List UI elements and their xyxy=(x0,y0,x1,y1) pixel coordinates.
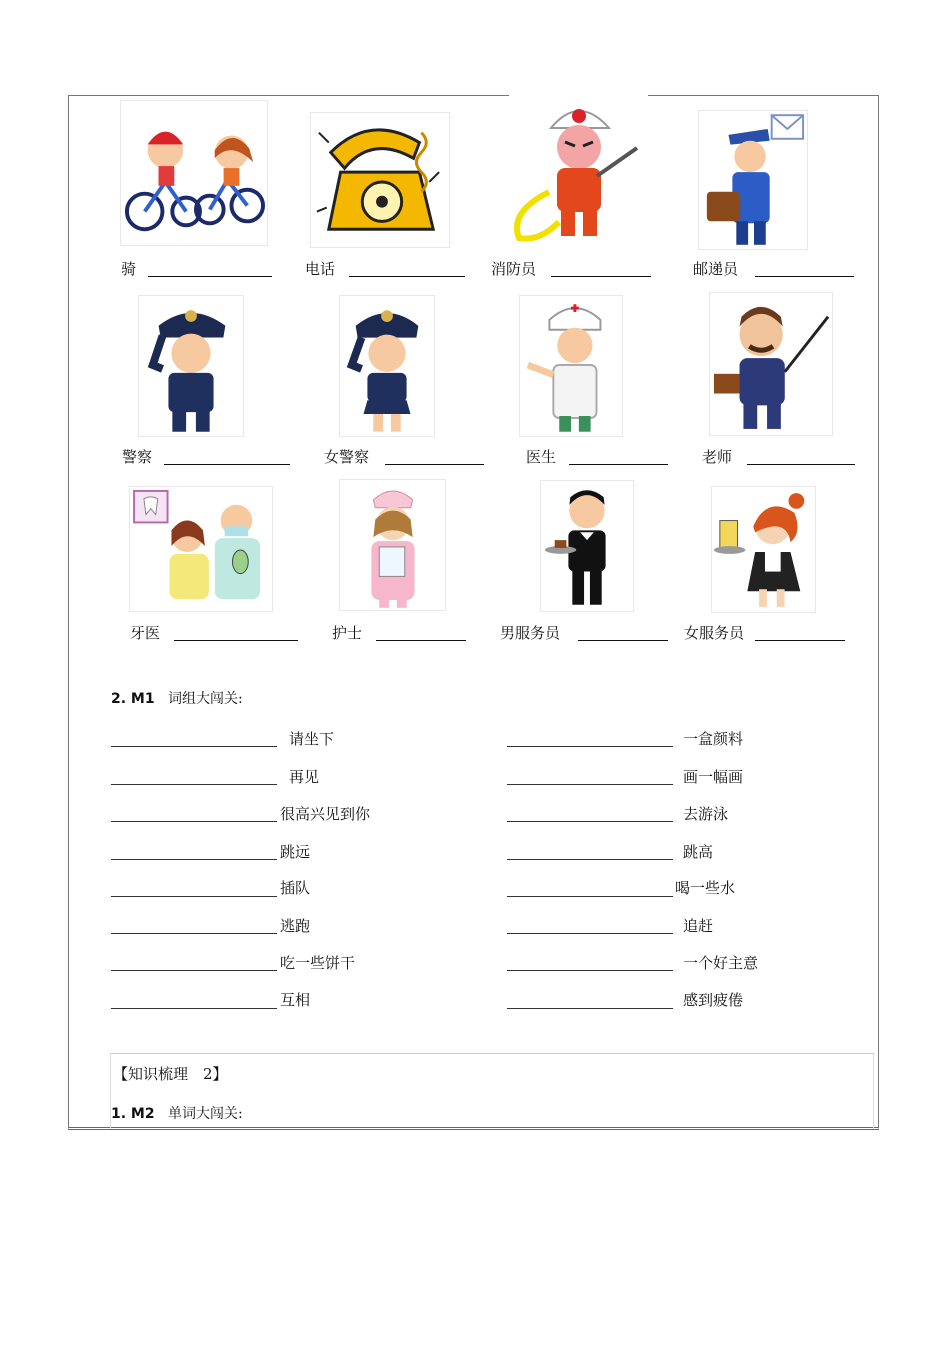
answer-blank[interactable] xyxy=(376,640,466,641)
waitress-picture xyxy=(711,486,816,613)
phrase-blank[interactable] xyxy=(111,896,277,897)
answer-blank[interactable] xyxy=(349,276,465,277)
answer-blank[interactable] xyxy=(551,276,651,277)
phrase-blank[interactable] xyxy=(507,821,673,822)
phrase-text: 画一幅画 xyxy=(683,768,744,786)
phrase-text: 一个好主意 xyxy=(683,954,759,972)
dentist-picture xyxy=(129,486,273,612)
answer-blank[interactable] xyxy=(174,640,298,641)
vocab-label-ride: 骑 xyxy=(121,260,137,278)
doctor-picture xyxy=(519,295,623,437)
knowledge-heading: 【知识梳理 2】 xyxy=(113,1065,228,1083)
section-title: 词组大闯关: xyxy=(167,691,243,707)
phrase-blank[interactable] xyxy=(111,933,277,934)
phrase-text: 再见 xyxy=(289,768,320,786)
answer-blank[interactable] xyxy=(747,464,855,465)
vocab-label-policewoman: 女警察 xyxy=(324,448,370,466)
firefighter-picture xyxy=(509,92,648,246)
answer-blank[interactable] xyxy=(569,464,668,465)
policewoman-picture xyxy=(339,295,435,437)
section-heading-phrases xyxy=(111,690,243,708)
phrase-text: 插队 xyxy=(280,879,311,897)
vocab-label-doctor: 医生 xyxy=(526,448,557,466)
vocab-label-teacher: 老师 xyxy=(702,448,733,466)
phrase-text: 互相 xyxy=(280,991,311,1009)
kids-riding-bikes-picture xyxy=(120,100,268,246)
phrase-blank[interactable] xyxy=(507,933,673,934)
policeman-picture xyxy=(138,295,244,437)
phrase-text: 吃一些饼干 xyxy=(280,954,356,972)
phrase-blank[interactable] xyxy=(507,746,673,747)
phrase-blank[interactable] xyxy=(111,970,277,971)
section-number: 1. M2 xyxy=(111,1106,155,1122)
vocab-label-telephone: 电话 xyxy=(305,260,336,278)
vocab-label-policeman: 警察 xyxy=(122,448,153,466)
vocab-label-firefighter: 消防员 xyxy=(491,260,537,278)
phrase-blank[interactable] xyxy=(507,1008,673,1009)
phrase-blank[interactable] xyxy=(507,784,673,785)
phrase-text: 感到疲倦 xyxy=(683,991,744,1009)
phrase-text: 追赶 xyxy=(683,917,714,935)
phrase-text: 请坐下 xyxy=(289,730,335,748)
phrase-blank[interactable] xyxy=(111,821,277,822)
answer-blank[interactable] xyxy=(385,464,484,465)
phrase-blank[interactable] xyxy=(507,896,673,897)
vocab-label-nurse: 护士 xyxy=(332,624,363,642)
section-heading-words xyxy=(111,1105,243,1123)
phrase-blank[interactable] xyxy=(111,784,277,785)
teacher-picture xyxy=(709,292,833,436)
answer-blank[interactable] xyxy=(148,276,272,277)
waiter-picture xyxy=(540,480,634,612)
vocab-label-postman: 邮递员 xyxy=(693,260,739,278)
phrase-blank[interactable] xyxy=(507,970,673,971)
section-title: 单词大闯关: xyxy=(167,1106,243,1122)
telephone-picture xyxy=(310,112,450,248)
answer-blank[interactable] xyxy=(755,640,845,641)
answer-blank[interactable] xyxy=(755,276,854,277)
postman-picture xyxy=(698,110,808,250)
phrase-text: 跳远 xyxy=(280,843,311,861)
phrase-blank[interactable] xyxy=(111,746,277,747)
phrase-blank[interactable] xyxy=(111,859,277,860)
vocab-label-waitress: 女服务员 xyxy=(684,624,745,642)
answer-blank[interactable] xyxy=(164,464,290,465)
phrase-blank[interactable] xyxy=(507,859,673,860)
phrase-blank[interactable] xyxy=(111,1008,277,1009)
answer-blank[interactable] xyxy=(578,640,668,641)
phrase-text: 跳高 xyxy=(683,843,714,861)
phrase-text: 去游泳 xyxy=(683,805,729,823)
phrase-text: 喝一些水 xyxy=(675,879,736,897)
nurse-picture xyxy=(339,479,446,611)
vocab-label-dentist: 牙医 xyxy=(130,624,161,642)
phrase-text: 逃跑 xyxy=(280,917,311,935)
vocab-label-waiter: 男服务员 xyxy=(500,624,561,642)
phrase-text: 很高兴见到你 xyxy=(280,805,371,823)
phrase-text: 一盒颜料 xyxy=(683,730,744,748)
section-number: 2. M1 xyxy=(111,691,155,707)
